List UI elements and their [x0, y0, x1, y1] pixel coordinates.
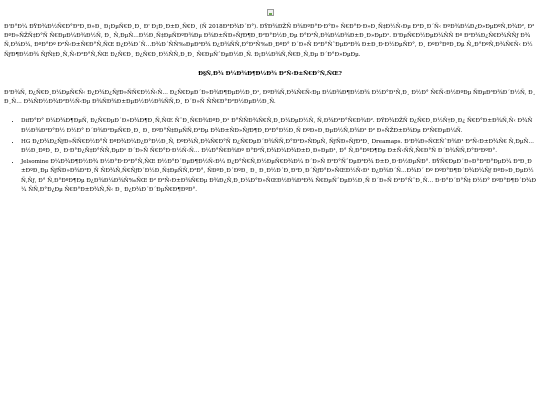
section-heading: Ð§Ñ‚Ð¾ Ð¼Ð¾Ð¶Ð½Ð¾ Ð²Ñ‹Ð±Ñ€Ð°Ñ‚ÑŒ?: [198, 70, 342, 77]
list-item: • Jelsomine Ð¼Ð¾Ð¶Ð½Ð¾ Ð½Ð°Ð·Ð²Ð°Ñ‚ÑŒ Ð½Ð°Ð´ÐµÐ¶Ð½Ñ‹Ð¼ Ð¿Ð°Ñ€Ñ‚Ð½ÐµÑ€Ð¾Ð¼ Ð´Ð»Ñ Ð²Ð°ÑˆÐµÐ³Ð¾ Ð±Ð¸Ð·Ð½ÐµÑÐ°. ÐŸÑ€ÐµÐ´Ð»Ð°Ð³Ð°ÐµÐ¼ Ð³Ð¸Ð±ÐºÐ¸Ðµ ÑƒÑÐ»Ð¾Ð²Ð¸Ñ ÑÐ¾Ñ‚Ñ€ÑƒÐ´Ð½Ð¸Ñ‡ÐµÑÑ‚Ð²Ð°, ÑÐºÐ¸Ð´ÐºÐ¸ Ð¸ Ð¸Ð½Ð´Ð¸Ð²Ð¸Ð´ÑƒÐ°Ð»ÑŒÐ½Ñ‹Ð¹ Ð¿Ð¾Ð´Ñ…Ð¾Ð´ Ðº ÐºÐ°Ð¶Ð´Ð¾Ð¼Ñƒ ÐºÐ»Ð¸ÐµÐ½Ñ‚Ñƒ, Ð° Ñ‚Ð°ÐºÐ¶Ðµ Ð¿Ð¾Ð¼Ð¾Ñ‰ÑŒ Ð² Ð²Ñ‹Ð±Ð¾Ñ€Ðµ Ð¾Ð¿Ñ‚Ð¸Ð¼Ð°Ð»ÑŒÐ½Ð¾Ð³Ð¾ Ñ€ÐµÑˆÐµÐ½Ð¸Ñ Ð´Ð»Ñ Ð²Ð°ÑˆÐ¸Ñ… Ð·Ð°Ð´Ð°Ñ‡ Ð½Ð° ÐºÐ°Ð¶Ð´Ð¾Ð¼ ÑÑ‚Ð°Ð¿Ðµ Ñ€Ð°Ð±Ð¾Ñ‚Ñ‹ Ð¸ Ð¿Ð¾Ð´Ð´ÐµÑ€Ð¶ÐºÐ°.: [21, 158, 536, 195]
list-item: • DifÐ°Ð° Ð¼Ð¾Ð¶ÐµÑ‚ Ð¿Ñ€ÐµÐ´Ð»Ð¾Ð¶Ð¸Ñ‚ÑŒ ÑˆÐ¸Ñ€Ð¾ÐºÐ¸Ð¹ Ð°ÑÑÐ¾Ñ€Ñ‚Ð¸Ð¼ÐµÐ½Ñ‚ Ñ‚Ð¾Ð²Ð°Ñ€Ð¾Ð². ÐŸÐ¾ÐŽÑ Ð¿Ñ€Ð¸Ð½Ñ†Ð¸Ð¿ Ñ€Ð°Ð±Ð¾Ñ‚Ñ‹ Ð¾ÑÐ½Ð¾Ð²Ð°Ð½ Ð½Ð° Ð´Ð¾Ð²ÐµÑ€Ð¸Ð¸ Ð¸ ÐºÐ°Ñ‡ÐµÑÑ‚Ð²Ðµ Ð¾Ð±ÑÐ»ÑƒÐ¶Ð¸Ð²Ð°Ð½Ð¸Ñ ÐºÐ»Ð¸ÐµÐ½Ñ‚Ð¾Ð² Ð² Ð»ÑŽÐ±Ð¾Ðµ Ð²Ñ€ÐµÐ¼Ñ.: [21, 117, 536, 135]
offer-list: [4, 117, 536, 195]
document-page: [4, 9, 536, 197]
intro-paragraph: Ð'Ð°Ð¼ ÐŸÐ¾Ð½Ñ€Ð°Ð²Ð¸Ð»Ð¸ Ð¡ÐµÑ€Ð¸Ð¸ Ð' Ð¡Ð¸Ð±Ð¸Ñ€Ð¸ (Ñ 2018Ð³Ð¾Ð´Ð°). ÐŸÐ¾ÐŽÑ Ð¾ÐºÐ°Ð·Ð°Ð» Ñ€Ð°Ð·Ð»Ð¸Ñ‡Ð½Ñ‹Ðµ Ð²Ð¸Ð´Ñ‹ ÐºÐ¾Ð¼Ð¿Ð»ÐµÐºÑ‚Ð¾Ð², Ð²ÐºÐ»ÑŽÑ‡Ð°Ñ Ñ€ÐµÐ¼Ð¾Ð½Ñ‚ Ð¸ Ñ‚ÐµÑ…Ð½Ð¸Ñ‡ÐµÑÐºÐ¾Ðµ Ð¾Ð±ÑÐ»ÑƒÐ¶Ð¸Ð²Ð°Ð½Ð¸Ðµ Ð°Ð²Ñ‚Ð¾Ð¼Ð¾Ð±Ð¸Ð»ÐµÐ¹. Ð'ÐµÑ€Ð½ÐµÐ¼ÑÑ Ðº Ð²Ð¾Ð¿Ñ€Ð¾ÑÑƒ Ð¾ Ñ‚Ð¾Ð¼, ÐºÐ°Ðº Ð²Ñ‹Ð±Ñ€Ð°Ñ‚ÑŒ Ð¿Ð¾Ð´Ñ…Ð¾Ð´ÑÑ‰ÐµÐ³Ð¾ Ð¿Ð¾ÑÑ‚Ð°Ð²Ñ‰Ð¸ÐºÐ° Ð´Ð»Ñ Ð²Ð°ÑˆÐµÐ³Ð¾ Ð±Ð¸Ð·Ð½ÐµÑÐ°, Ð¸ ÐºÐ°ÐºÐ¸Ðµ Ñ„Ð°ÐºÑ‚Ð¾Ñ€Ñ‹ Ð½ÑƒÐ¶Ð½Ð¾ ÑƒÑ‡Ð¸Ñ‚Ñ‹Ð²Ð°Ñ‚ÑŒ Ð¿Ñ€Ð¸ Ð¿Ñ€Ð¸Ð½ÑÑ‚Ð¸Ð¸ Ñ€ÐµÑˆÐµÐ½Ð¸Ñ. Ð¡Ð¼Ð¾Ñ‚Ñ€Ð¸Ñ‚Ðµ Ð´Ð°Ð»ÐµÐµ.: [4, 24, 535, 58]
section-paragraph: Ð'Ð¾Ñ‚ Ð¿Ñ€Ð¸Ð¼ÐµÑ€Ñ‹ Ð¿Ð¾Ð¿ÑƒÐ»ÑÑ€Ð½Ñ‹Ñ… Ð¿Ñ€ÐµÐ´Ð»Ð¾Ð¶ÐµÐ½Ð¸Ð¹, ÐºÐ¾Ñ‚Ð¾Ñ€Ñ‹Ðµ Ð¼Ð¾Ð¶Ð½Ð¾ Ð½Ð°Ð¹Ñ‚Ð¸ Ð½Ð° Ñ€Ñ‹Ð½ÐºÐµ ÑÐµÐ³Ð¾Ð´Ð½Ñ, Ð¸ Ð¸Ñ… Ð¾ÑÐ½Ð¾Ð²Ð½Ñ‹Ðµ Ð¾ÑÐ¾Ð±ÐµÐ½Ð½Ð¾ÑÑ‚Ð¸ Ð´Ð»Ñ ÑÑ€Ð°Ð²Ð½ÐµÐ½Ð¸Ñ.: [4, 90, 536, 106]
list-item: • HG Ð¿Ð¾Ð¿ÑƒÐ»ÑÑ€Ð½Ð°Ñ ÐºÐ¾Ð¼Ð¿Ð°Ð½Ð¸Ñ, ÐºÐ¾Ñ‚Ð¾Ñ€Ð°Ñ Ð¿Ñ€ÐµÐ´Ð¾ÑÑ‚Ð°Ð²Ð»ÑÐµÑ‚ ÑƒÑÐ»ÑƒÐ³Ð¸ Dreamaps. Ð'Ð¾Ð»ÑŒÑˆÐ¾Ð¹ Ð²Ñ‹Ð±Ð¾Ñ€ Ñ‚ÐµÑ…Ð½Ð¸ÐºÐ¸ Ð¸ Ð·Ð°Ð¿Ñ‡Ð°ÑÑ‚ÐµÐ¹ Ð´Ð»Ñ Ñ€Ð°Ð·Ð½Ñ‹Ñ… Ð¼Ð°Ñ€Ð¾Ðº Ð°Ð²Ñ‚Ð¾Ð¼Ð¾Ð±Ð¸Ð»ÐµÐ¹, Ð° Ñ‚Ð°ÐºÐ¶Ðµ Ð±Ñ‹ÑÑ‚Ñ€Ð°Ñ Ð´Ð¾ÑÑ‚Ð°Ð²ÐºÐ°.: [21, 138, 536, 156]
broken-image-icon: [267, 9, 274, 16]
